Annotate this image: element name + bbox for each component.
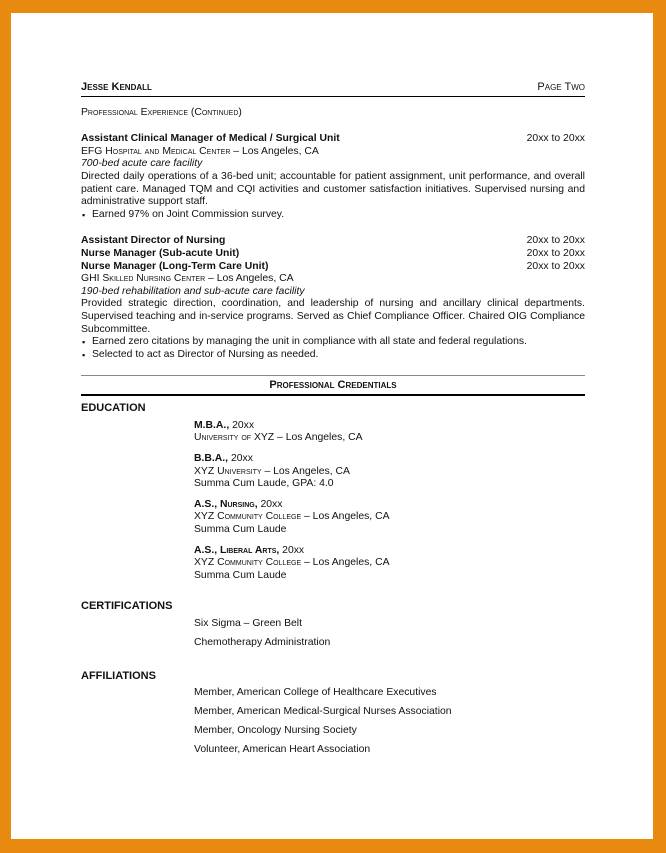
certification-item: Six Sigma – Green Belt xyxy=(194,617,302,629)
school: XYZ University xyxy=(194,465,262,477)
achievement-list xyxy=(81,336,585,361)
job-title: Nurse Manager (Long-Term Care Unit) xyxy=(81,260,269,272)
degree-year: 20xx xyxy=(229,419,255,431)
education-item xyxy=(194,420,574,445)
page-number: Page Two xyxy=(537,81,585,93)
header-rule xyxy=(81,96,585,97)
job-entry-1 xyxy=(81,133,585,221)
employer: EFG Hospital and Medical Center xyxy=(81,145,231,157)
job-title: Nurse Manager (Sub-acute Unit) xyxy=(81,247,240,259)
affiliation-item: Member, American College of Healthcare Executives xyxy=(194,686,437,698)
job-title-row xyxy=(81,261,585,274)
certifications-label: CERTIFICATIONS xyxy=(81,599,173,612)
achievement-item: ▪ Selected to act as Director of Nursing as needed. xyxy=(92,349,585,362)
affiliation-item: Member, American Medical-Surgical Nurses Association xyxy=(194,705,452,717)
job-title: Assistant Director of Nursing xyxy=(81,235,226,247)
employer: GHI Skilled Nursing Center xyxy=(81,273,206,285)
job-dates: 20xx to 20xx xyxy=(526,133,585,145)
job-title-row xyxy=(81,133,585,146)
education-list xyxy=(194,420,574,591)
employer-line xyxy=(81,146,585,159)
degree-year: 20xx xyxy=(228,453,253,465)
job-dates: 20xx to 20xx xyxy=(526,235,585,247)
achievement-item: ▪ Earned 97% on Joint Commission survey. xyxy=(92,209,585,222)
achievement-item: ▪ Earned zero citations by managing the unit in compliance with all state and federal regulations. xyxy=(92,336,585,349)
school: University of XYZ xyxy=(194,432,275,444)
honors: Summa Cum Laude, GPA: 4.0 xyxy=(194,478,334,490)
job-description: Provided strategic direction, coordination, and leadership of nursing and ancillary clinical departments. Supervised teaching and in-service programs. Served as Chief Compliance Officer. Chaired OIG Compliance Subcommittee. xyxy=(81,298,585,335)
degree: A.S., Liberal Arts, xyxy=(194,544,280,556)
education-label: EDUCATION xyxy=(81,401,146,414)
page-frame xyxy=(11,13,653,839)
facility-description: 190-bed rehabilitation and sub-acute care facility xyxy=(81,285,305,297)
page-header xyxy=(81,81,585,94)
school-location: – Los Angeles, CA xyxy=(261,465,350,477)
resume-page xyxy=(81,81,585,816)
degree: B.B.A., xyxy=(194,453,229,465)
employer-location: – Los Angeles, CA xyxy=(230,145,319,157)
job-title-row xyxy=(81,235,585,248)
affiliations-list xyxy=(194,687,574,763)
school: XYZ Community College xyxy=(194,557,302,569)
degree-year: 20xx xyxy=(257,498,283,510)
job-title: Assistant Clinical Manager of Medical / Surgical Unit xyxy=(81,133,340,145)
job-dates: 20xx to 20xx xyxy=(526,247,585,259)
affiliation-item: Member, Oncology Nursing Society xyxy=(194,725,357,737)
school: XYZ Community College xyxy=(194,511,302,523)
facility-description: 700-bed acute care facility xyxy=(81,158,203,170)
job-entry-2 xyxy=(81,235,585,361)
employer-location: – Los Angeles, CA xyxy=(205,273,294,285)
degree: M.B.A., xyxy=(194,419,230,431)
job-title-row xyxy=(81,248,585,261)
certification-item: Chemotherapy Administration xyxy=(194,636,331,648)
education-item xyxy=(194,499,574,537)
credentials-section xyxy=(81,396,585,816)
honors: Summa Cum Laude xyxy=(194,569,287,581)
job-dates: 20xx to 20xx xyxy=(526,260,585,272)
certifications-list xyxy=(194,618,574,656)
candidate-name: Jesse Kendall xyxy=(81,81,152,93)
affiliation-item: Volunteer, American Heart Association xyxy=(194,744,371,756)
school-location: – Los Angeles, CA xyxy=(301,557,390,569)
affiliations-label: AFFILIATIONS xyxy=(81,669,156,682)
honors: Summa Cum Laude xyxy=(194,524,287,536)
employer-line xyxy=(81,273,585,286)
degree: A.S., Nursing, xyxy=(194,498,258,510)
school-location: – Los Angeles, CA xyxy=(301,511,390,523)
credentials-heading: Professional Credentials xyxy=(81,375,585,396)
degree-year: 20xx xyxy=(279,544,305,556)
experience-heading: Professional Experience (Continued) xyxy=(81,106,242,118)
education-item xyxy=(194,545,574,583)
school-location: – Los Angeles, CA xyxy=(274,432,363,444)
education-item xyxy=(194,453,574,491)
job-description: Directed daily operations of a 36-bed unit; accountable for patient assignment, unit performance, and overall patient care. Managed TQM and CQI activities and customer satisfaction initiatives. Supervised nursing and administrative support staff. xyxy=(81,170,585,208)
achievement-list xyxy=(81,209,585,222)
